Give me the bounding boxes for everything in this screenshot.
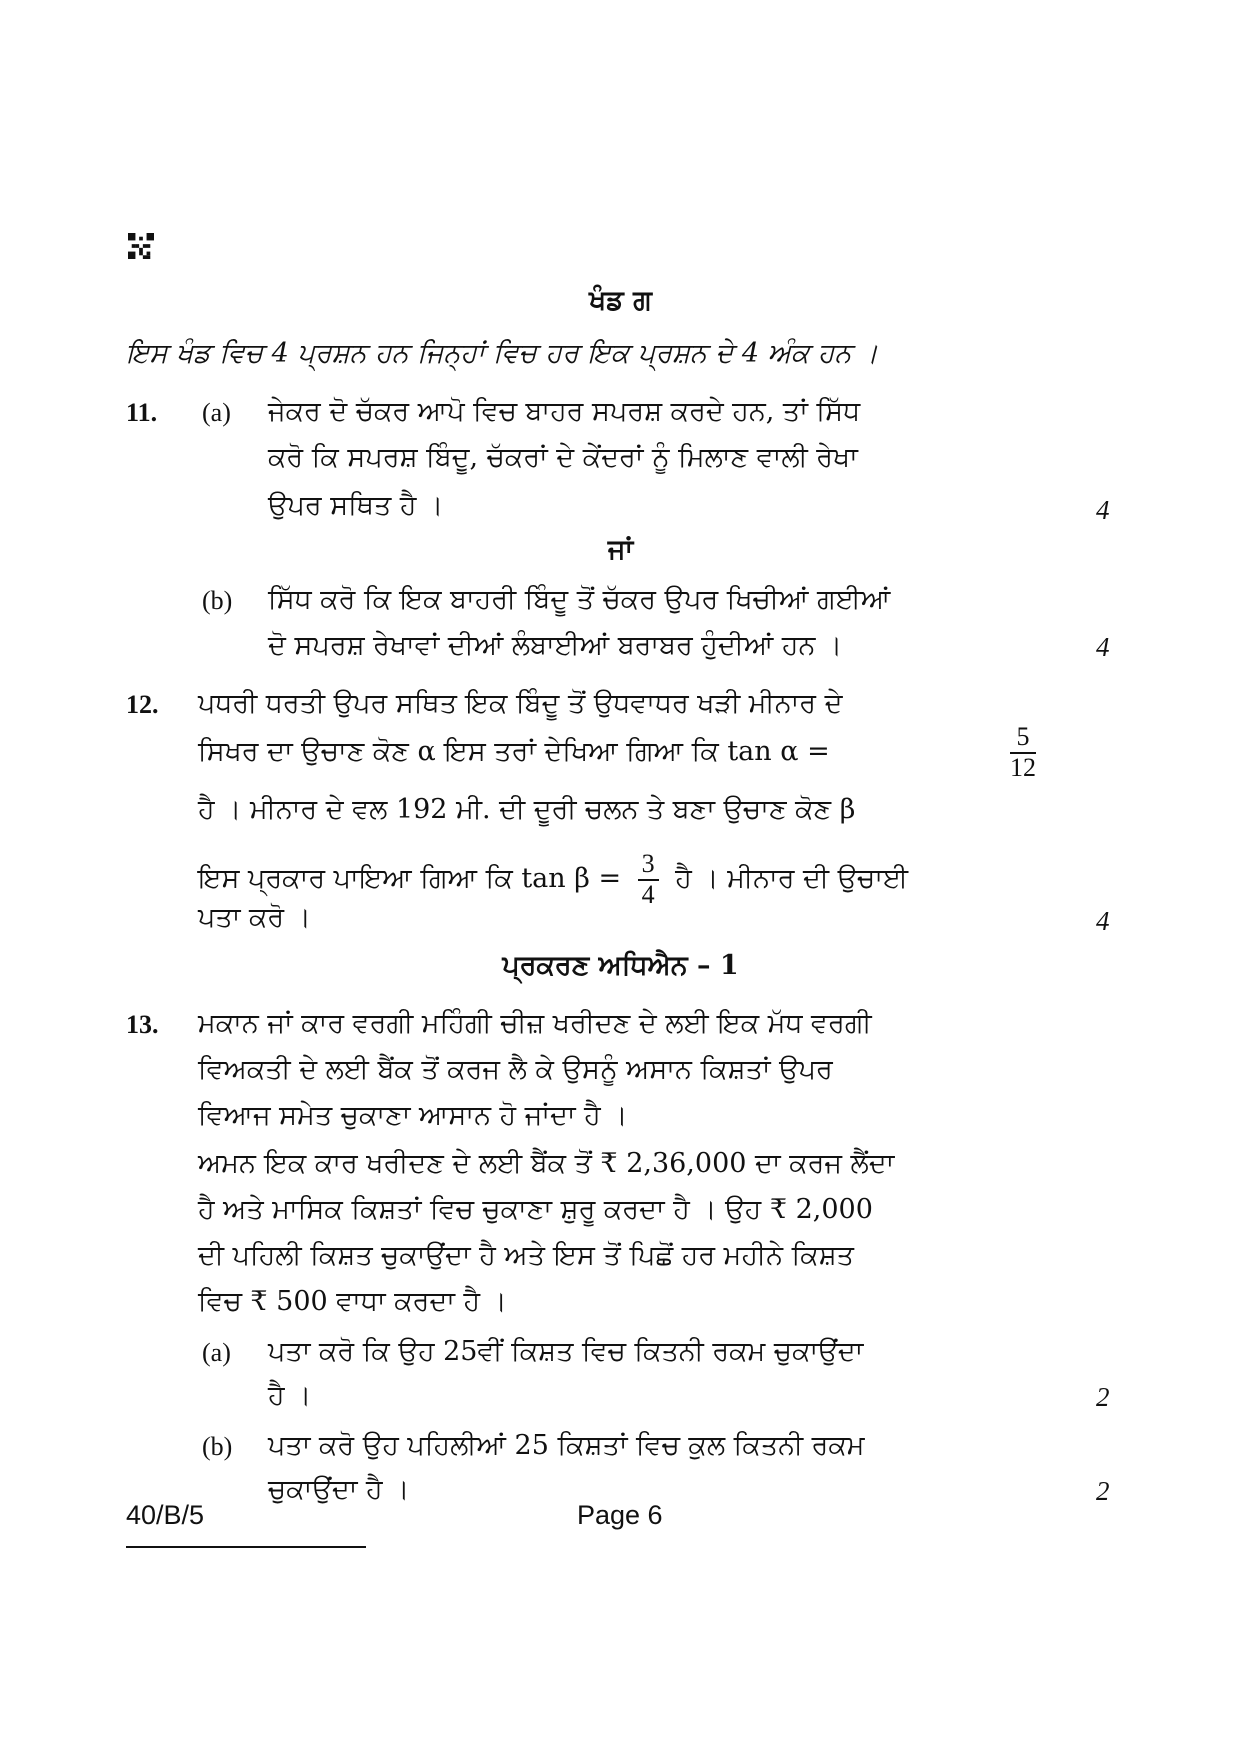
text-line: ਕਰੋ ਕਿ ਸਪਰਸ਼ ਬਿੰਦੂ, ਚੱਕਰਾਂ ਦੇ ਕੇਂਦਰਾਂ ਨੂੰ ਮਿਲਾਣ ਵਾਲੀ ਰੇਖਾ (268, 442, 858, 473)
text-line: ਚੁਕਾਉਂਦਾ ਹੈ । (268, 1474, 410, 1505)
text-line: ਸਿਖਰ ਦਾ ਉਚਾਣ ਕੋਣ α ਇਸ ਤਰਾਂ ਦੇਖਿਆ ਗਿਆ ਕਿ tan α = (198, 736, 830, 767)
sub-label: (a) (202, 398, 231, 427)
question-number: 13. (126, 1010, 159, 1039)
sub-label: (b) (202, 1432, 233, 1461)
fraction (638, 850, 659, 909)
text-line: ਅਮਨ ਇਕ ਕਾਰ ਖਰੀਦਣ ਦੇ ਲਈ ਬੈਂਕ ਤੋਂ ₹ 2,36,000 ਦਾ ਕਰਜ ਲੈਂਦਾ (198, 1148, 895, 1179)
case-study-title: ਪ੍ਰਕਰਣ ਅਧਿਐਨ – 1 (502, 950, 739, 981)
text-line: ਦੀ ਪਹਿਲੀ ਕਿਸ਼ਤ ਚੁਕਾਉਂਦਾ ਹੈ ਅਤੇ ਇਸ ਤੋਂ ਪਿਛੋਂ ਹਰ ਮਹੀਨੇ ਕਿਸ਼ਤ (198, 1240, 854, 1271)
text-line: ਪਤਾ ਕਰੋ ਕਿ ਉਹ 25ਵੀਂ ਕਿਸ਼ਤ ਵਿਚ ਕਿਤਨੀ ਰਕਮ ਚੁਕਾਉਂਦਾ (268, 1336, 864, 1367)
text-line: ਵਿਅਕਤੀ ਦੇ ਲਈ ਬੈਂਕ ਤੋਂ ਕਰਜ ਲੈ ਕੇ ਉਸਨੂੰ ਅਸਾਨ ਕਿਸ਼ਤਾਂ ਉਪਰ (198, 1054, 833, 1085)
marks: 2 (1096, 1382, 1110, 1412)
text-line: ਵਿਆਜ ਸਮੇਤ ਚੁਕਾਣਾ ਆਸਾਨ ਹੋ ਜਾਂਦਾ ਹੈ । (198, 1100, 628, 1131)
or-separator: ਜਾਂ (607, 534, 634, 565)
question-number: 12. (126, 690, 159, 719)
text-line: ਪਤਾ ਕਰੋ ਉਹ ਪਹਿਲੀਆਂ 25 ਕਿਸ਼ਤਾਂ ਵਿਚ ਕੁਲ ਕਿਤਨੀ ਰਕਮ (268, 1430, 865, 1461)
text-line: ਹੈ । ਮੀਨਾਰ ਦੇ ਵਲ 192 ਮੀ. ਦੀ ਦੂਰੀ ਚਲਨ ਤੇ ਬਣਾ ਉਚਾਣ ਕੋਣ β (198, 794, 856, 825)
text-line (198, 850, 908, 909)
text-line: ਪਤਾ ਕਰੋ । (198, 902, 311, 933)
fraction-numerator: 3 (638, 850, 659, 881)
sub-label: (b) (202, 586, 233, 615)
section-title: ਖੰਡ ਗ (589, 285, 652, 316)
question-number: 11. (126, 398, 158, 427)
qr-code-icon (128, 232, 154, 260)
section-instruction: ਇਸ ਖੰਡ ਵਿਚ 4 ਪ੍ਰਸ਼ਨ ਹਨ ਜਿਨ੍ਹਾਂ ਵਿਚ ਹਰ ਇਕ ਪ੍ਰਸ਼ਨ ਦੇ 4 ਅੰਕ ਹਨ । (126, 338, 879, 369)
text-line: ਸਿੱਧ ਕਰੋ ਕਿ ਇਕ ਬਾਹਰੀ ਬਿੰਦੂ ਤੋਂ ਚੱਕਰ ਉਪਰ ਖਿਚੀਆਂ ਗਈਆਂ (268, 584, 891, 615)
footer-rule (126, 1546, 366, 1548)
page-number: Page 6 (577, 1500, 663, 1530)
text-line: ਮਕਾਨ ਜਾਂ ਕਾਰ ਵਰਗੀ ਮਹਿੰਗੀ ਚੀਜ਼ ਖਰੀਦਣ ਦੇ ਲਈ ਇਕ ਮੱਧ ਵਰਗੀ (198, 1008, 872, 1039)
marks: 4 (1096, 632, 1110, 662)
text-line: ਉਪਰ ਸਥਿਤ ਹੈ । (268, 490, 444, 521)
marks: 4 (1096, 495, 1110, 525)
marks: 2 (1096, 1476, 1110, 1506)
text-segment: ਇਸ ਪ੍ਰਕਾਰ ਪਾਇਆ ਗਿਆ ਕਿ tan β = (198, 863, 622, 895)
paper-code: 40/B/5 (126, 1500, 205, 1530)
fraction-denominator: 12 (1010, 752, 1036, 782)
text-segment: ਹੈ । ਮੀਨਾਰ ਦੀ ਉਚਾਈ (675, 863, 909, 895)
fraction-denominator: 4 (641, 879, 655, 909)
text-line: ਜੇਕਰ ਦੋ ਚੱਕਰ ਆਪੋ ਵਿਚ ਬਾਹਰ ਸਪਰਸ਼ ਕਰਦੇ ਹਨ, ਤਾਂ ਸਿੱਧ (268, 396, 861, 427)
text-line: ਵਿਚ ₹ 500 ਵਾਧਾ ਕਰਦਾ ਹੈ । (198, 1286, 507, 1317)
text-line: ਪਧਰੀ ਧਰਤੀ ਉਪਰ ਸਥਿਤ ਇਕ ਬਿੰਦੂ ਤੋਂ ਉਧਵਾਧਰ ਖੜੀ ਮੀਨਾਰ ਦੇ (198, 688, 843, 719)
text-line: ਦੋ ਸਪਰਸ਼ ਰੇਖਾਵਾਂ ਦੀਆਂ ਲੰਬਾਈਆਂ ਬਰਾਬਰ ਹੁੰਦੀਆਂ ਹਨ । (268, 630, 843, 661)
fraction (1010, 723, 1036, 782)
text-line: ਹੈ ਅਤੇ ਮਾਸਿਕ ਕਿਸ਼ਤਾਂ ਵਿਚ ਚੁਕਾਣਾ ਸ਼ੁਰੂ ਕਰਦਾ ਹੈ । ਉਹ ₹ 2,000 (198, 1194, 873, 1225)
text-line: ਹੈ । (268, 1380, 312, 1411)
marks: 4 (1096, 906, 1110, 936)
sub-label: (a) (202, 1338, 231, 1367)
fraction-numerator: 5 (1010, 723, 1036, 754)
